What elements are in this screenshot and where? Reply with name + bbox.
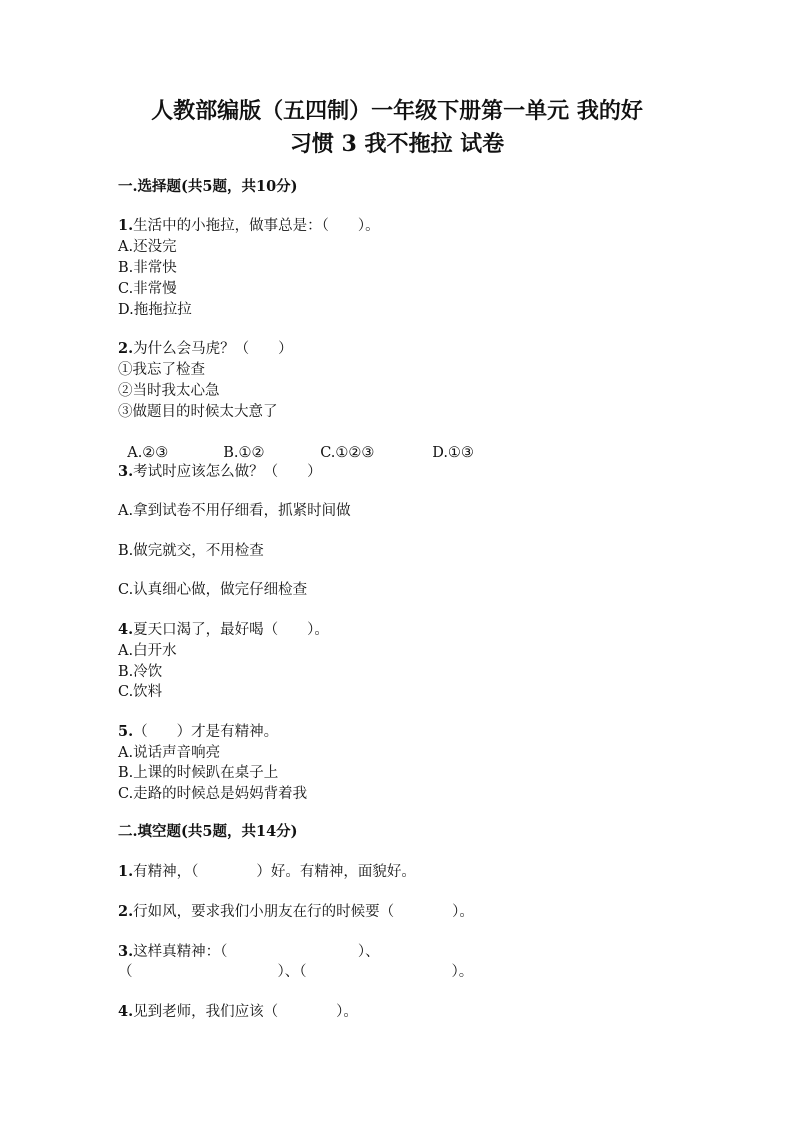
- option-a: A.拿到试卷不用仔细看，抓紧时间做: [118, 503, 351, 519]
- question-text: 生活中的小拖拉，做事总是：（ ）。: [133, 218, 380, 234]
- question-number: 2.: [118, 340, 134, 357]
- question-5: [118, 722, 278, 742]
- option-c: C.认真细心做，做完仔细检查: [118, 582, 308, 598]
- question-text: 考试时应该怎么做？（ ）: [133, 464, 322, 480]
- fill-question-3: [118, 942, 380, 962]
- question-text: 有精神，（ ）好。有精神，面貌好。: [133, 864, 416, 880]
- fill-question-1: [118, 862, 416, 882]
- question-text: 见到老师，我们应该（ ）。: [133, 1004, 358, 1020]
- option-d: D.①③: [432, 445, 474, 461]
- question-number: 5.: [118, 723, 134, 740]
- document-title-line-1: 人教部编版（五四制）一年级下册第一单元 我的好: [151, 98, 643, 124]
- question-number: 4.: [118, 621, 134, 638]
- option-c: C.①②③: [320, 445, 375, 461]
- option-c: C.非常慢: [118, 281, 177, 297]
- option-b: B.①②: [223, 445, 265, 461]
- option-c: C.饮料: [118, 684, 163, 700]
- option-b: B.冷饮: [118, 664, 163, 680]
- question-text: 这样真精神：（ ）、: [133, 944, 380, 960]
- fill-question-4: [118, 1002, 358, 1022]
- question-text: 行如风，要求我们小朋友在行的时候要（ ）。: [133, 904, 474, 920]
- question-number: 3.: [118, 463, 134, 480]
- option-a: A.还没完: [118, 239, 177, 255]
- question-1: [118, 216, 380, 236]
- question-text: 为什么会马虎？（ ）: [133, 341, 293, 357]
- option-c: C.走路的时候总是妈妈背着我: [118, 786, 308, 802]
- option-a: A.说话声音响亮: [118, 745, 221, 761]
- section-1-heading: 一.选择题(共5题，共10分): [118, 178, 298, 195]
- option-b: B.做完就交，不用检查: [118, 543, 264, 559]
- question-number: 1.: [118, 863, 134, 880]
- section-2-heading: 二.填空题(共5题，共14分): [118, 823, 298, 840]
- option-a: A.白开水: [118, 643, 177, 659]
- option-b: B.上课的时候趴在桌子上: [118, 765, 279, 781]
- question-number: 2.: [118, 903, 134, 920]
- statement-3: ③做题目的时候太大意了: [118, 404, 278, 420]
- question-text: 夏天口渴了，最好喝（ ）。: [133, 622, 329, 638]
- option-a: A.②③: [127, 445, 169, 461]
- question-2: [118, 339, 293, 359]
- option-b: B.非常快: [118, 260, 177, 276]
- statement-2: ②当时我太心急: [118, 383, 220, 399]
- document-title-line-2: 习惯 3 我不拖拉 试卷: [289, 131, 505, 157]
- question-number: 4.: [118, 1003, 134, 1020]
- statement-1: ①我忘了检查: [118, 362, 205, 378]
- options-row: [118, 423, 474, 463]
- fill-question-3-continuation: （ ）、（ ）。: [118, 964, 474, 980]
- question-text: （ ）才是有精神。: [133, 724, 279, 740]
- question-3: [118, 462, 322, 482]
- fill-question-2: [118, 902, 474, 922]
- question-4: [118, 620, 329, 640]
- question-number: 3.: [118, 943, 134, 960]
- option-d: D.拖拖拉拉: [118, 302, 192, 318]
- question-number: 1.: [118, 217, 134, 234]
